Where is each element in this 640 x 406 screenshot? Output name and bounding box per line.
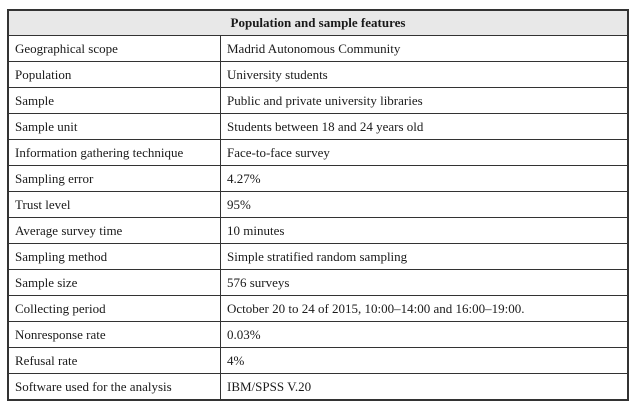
row-value: October 20 to 24 of 2015, 10:00–14:00 and 16:00–19:00.: [221, 296, 629, 322]
row-label: Population: [8, 62, 221, 88]
table-row: [8, 296, 628, 322]
row-value: IBM/SPSS V.20: [221, 374, 629, 401]
row-value: 0.03%: [221, 322, 629, 348]
table-header-row: [8, 10, 628, 36]
row-label: Average survey time: [8, 218, 221, 244]
table-row: [8, 36, 628, 62]
table-row: [8, 322, 628, 348]
row-label: Sample size: [8, 270, 221, 296]
table-row: [8, 114, 628, 140]
row-label: Geographical scope: [8, 36, 221, 62]
row-value: 95%: [221, 192, 629, 218]
table-title: Population and sample features: [8, 10, 628, 36]
row-value: Madrid Autonomous Community: [221, 36, 629, 62]
table-row: [8, 88, 628, 114]
table-row: [8, 192, 628, 218]
row-label: Collecting period: [8, 296, 221, 322]
row-value: University students: [221, 62, 629, 88]
table-row: [8, 218, 628, 244]
row-value: 4.27%: [221, 166, 629, 192]
table-row: [8, 166, 628, 192]
row-label: Information gathering technique: [8, 140, 221, 166]
table-row: [8, 244, 628, 270]
row-label: Sample unit: [8, 114, 221, 140]
table-row: [8, 270, 628, 296]
table-row: [8, 62, 628, 88]
table-row: [8, 348, 628, 374]
row-label: Nonresponse rate: [8, 322, 221, 348]
row-label: Refusal rate: [8, 348, 221, 374]
row-label: Sampling method: [8, 244, 221, 270]
row-value: 10 minutes: [221, 218, 629, 244]
row-value: 576 surveys: [221, 270, 629, 296]
table-row: [8, 140, 628, 166]
row-label: Trust level: [8, 192, 221, 218]
row-value: Students between 18 and 24 years old: [221, 114, 629, 140]
table-row: [8, 374, 628, 401]
row-label: Software used for the analysis: [8, 374, 221, 401]
row-value: Public and private university libraries: [221, 88, 629, 114]
row-label: Sample: [8, 88, 221, 114]
row-value: Simple stratified random sampling: [221, 244, 629, 270]
row-value: 4%: [221, 348, 629, 374]
population-sample-table: [7, 9, 629, 401]
table-body: [8, 36, 628, 401]
row-value: Face-to-face survey: [221, 140, 629, 166]
row-label: Sampling error: [8, 166, 221, 192]
